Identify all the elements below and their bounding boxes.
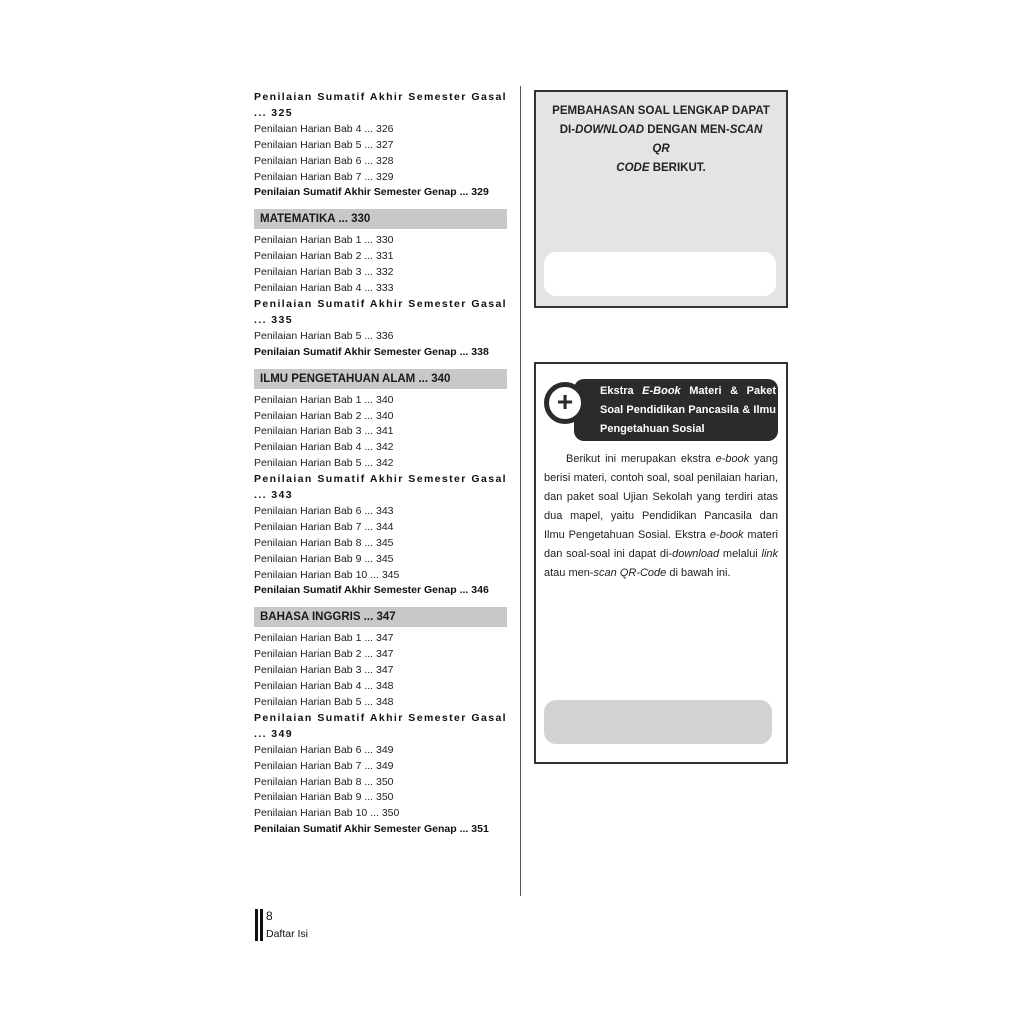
section-header: MATEMATIKA ... 330 xyxy=(254,209,507,229)
toc-entry: Penilaian Harian Bab 5 ... 342 xyxy=(254,457,394,470)
toc-entry: Penilaian Harian Bab 1 ... 330 xyxy=(254,234,394,247)
toc-assessment-entry: Penilaian Sumatif Akhir Semester Genap ... 338 xyxy=(254,345,489,358)
toc-entry: Penilaian Harian Bab 1 ... 340 xyxy=(254,393,394,406)
toc-entry: Penilaian Harian Bab 3 ... 332 xyxy=(254,266,394,279)
ebook-link-placeholder[interactable] xyxy=(544,700,772,744)
toc-entry: Penilaian Harian Bab 8 ... 345 xyxy=(254,536,394,549)
toc-entry: Penilaian Harian Bab 4 ... 342 xyxy=(254,441,394,454)
toc-assessment-entry: Penilaian Sumatif Akhir Semester Gasal ... 349 xyxy=(254,711,507,740)
qr-download-box xyxy=(534,90,788,308)
toc-entry: Penilaian Harian Bab 9 ... 350 xyxy=(254,791,394,804)
ebook-badge-title: Ekstra E-Book Materi & Paket Soal Pendidikan Pancasila & Ilmu Pengetahuan Sosial xyxy=(600,385,776,435)
column-divider xyxy=(520,86,521,896)
qr-link-placeholder[interactable] xyxy=(544,252,776,296)
toc-entry: Penilaian Harian Bab 3 ... 347 xyxy=(254,664,394,677)
toc-entry: Penilaian Harian Bab 6 ... 349 xyxy=(254,743,394,756)
ebook-box xyxy=(534,362,788,764)
page-label: Daftar Isi xyxy=(266,928,309,940)
toc-entry: Penilaian Harian Bab 4 ... 326 xyxy=(254,122,394,135)
toc-entry: Penilaian Harian Bab 2 ... 340 xyxy=(254,409,394,422)
qr-box-title: PEMBAHASAN SOAL LENGKAP DAPAT DI-DOWNLOAD DENGAN MEN-SCAN QR CODE BERIKUT. xyxy=(552,105,770,174)
toc-assessment-entry: Penilaian Sumatif Akhir Semester Genap ... 351 xyxy=(254,823,489,836)
ebook-badge xyxy=(544,376,778,442)
toc-entry: Penilaian Harian Bab 4 ... 333 xyxy=(254,282,394,295)
table-of-contents xyxy=(254,90,507,838)
toc-assessment-entry: Penilaian Sumatif Akhir Semester Genap ... 329 xyxy=(254,186,489,199)
toc-assessment-entry: Penilaian Sumatif Akhir Semester Genap ... 346 xyxy=(254,584,489,597)
toc-entry: Penilaian Harian Bab 7 ... 349 xyxy=(254,759,394,772)
toc-entry: Penilaian Harian Bab 4 ... 348 xyxy=(254,680,394,693)
toc-entry: Penilaian Harian Bab 8 ... 350 xyxy=(254,775,394,788)
toc-assessment-entry: Penilaian Sumatif Akhir Semester Gasal ... 325 xyxy=(254,91,507,119)
toc-entry: Penilaian Harian Bab 2 ... 347 xyxy=(254,648,394,661)
toc-entry: Penilaian Harian Bab 5 ... 327 xyxy=(254,138,394,151)
toc-entry: Penilaian Harian Bab 1 ... 347 xyxy=(254,632,394,645)
toc-entry: Penilaian Harian Bab 5 ... 336 xyxy=(254,329,394,342)
toc-assessment-entry: Penilaian Sumatif Akhir Semester Gasal ... 343 xyxy=(254,473,507,502)
toc-entry: Penilaian Harian Bab 7 ... 344 xyxy=(254,520,394,533)
ebook-description: Berikut ini merupakan ekstra e-book yang berisi materi, contoh soal, soal penilaian harian, dan paket soal Ujian Sekolah yang terdiri atas dua mapel, yaitu Pendidikan Pancasila dan Ilmu Pengetahuan Sosial. Ekstra e-book materi dan soal-soal ini dapat di-download melalui link atau men-scan QR-Code di bawah ini. xyxy=(544,453,779,579)
toc-entry: Penilaian Harian Bab 3 ... 341 xyxy=(254,425,394,438)
section-header: ILMU PENGETAHUAN ALAM ... 340 xyxy=(254,369,507,389)
toc-entry: Penilaian Harian Bab 6 ... 343 xyxy=(254,504,394,517)
section-header: BAHASA INGGRIS ... 347 xyxy=(254,607,507,627)
toc-assessment-entry: Penilaian Sumatif Akhir Semester Gasal ... 335 xyxy=(254,297,507,326)
toc-entry: Penilaian Harian Bab 6 ... 328 xyxy=(254,154,394,167)
plus-icon: + xyxy=(556,386,574,417)
qr-box-line1: PEMBAHASAN SOAL LENGKAP DAPAT xyxy=(552,105,770,117)
toc-entry: Penilaian Harian Bab 2 ... 331 xyxy=(254,250,394,263)
toc-entry: Penilaian Harian Bab 7 ... 329 xyxy=(254,170,394,183)
toc-entry: Penilaian Harian Bab 10 ... 345 xyxy=(254,568,400,581)
toc-entry: Penilaian Harian Bab 5 ... 348 xyxy=(254,696,394,708)
page-number: 8 xyxy=(266,909,273,923)
toc-entry: Penilaian Harian Bab 10 ... 350 xyxy=(254,807,400,820)
toc-entry: Penilaian Harian Bab 9 ... 345 xyxy=(254,552,394,565)
